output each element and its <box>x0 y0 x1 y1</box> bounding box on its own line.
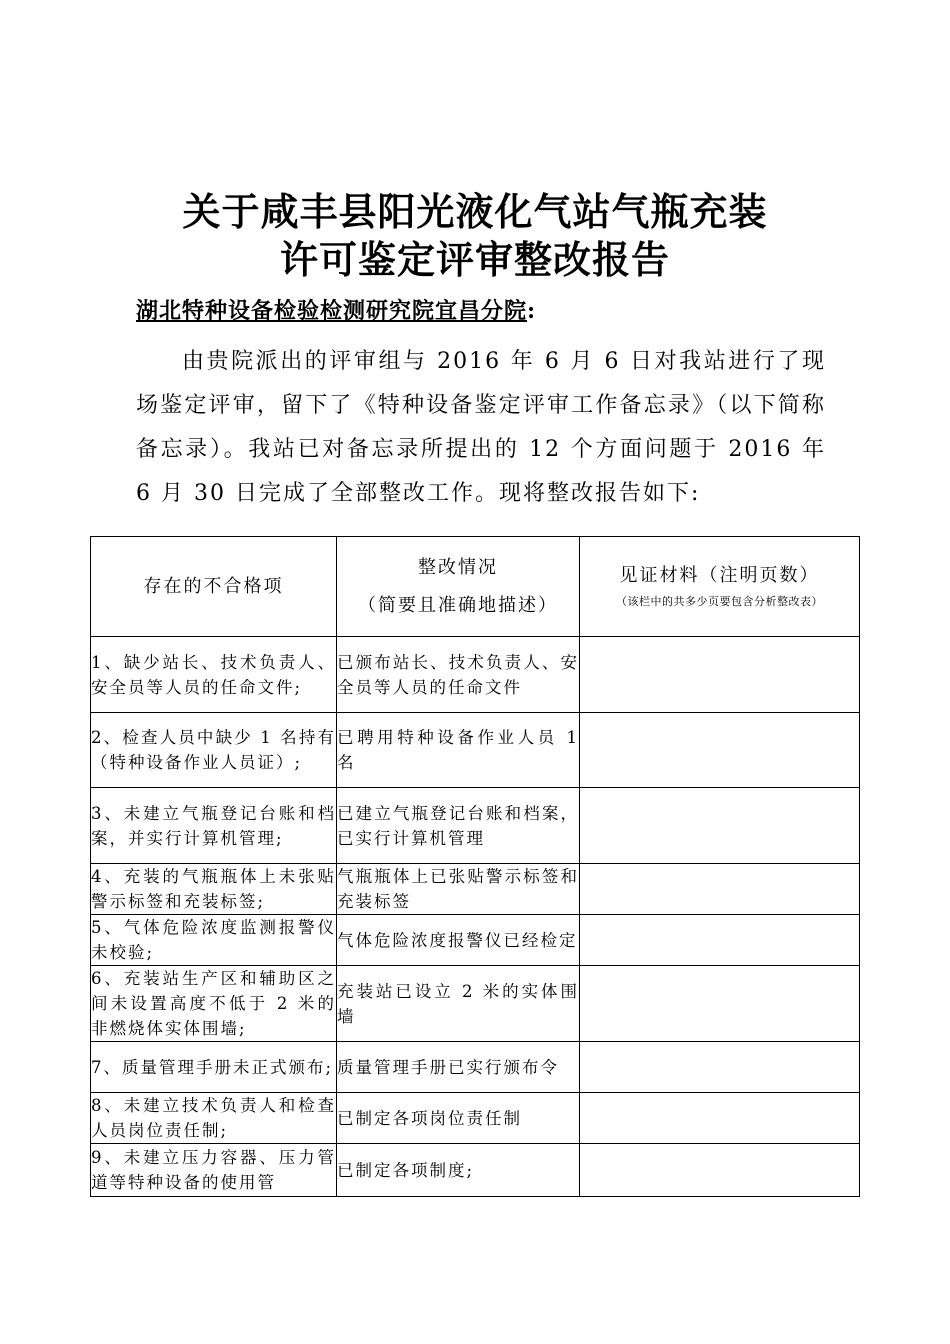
issue-cell: 1、缺少站长、技术负责人、安全员等人员的任命文件; <box>91 637 337 713</box>
issue-cell: 9、未建立压力容器、压力管道等特种设备的使用管 <box>91 1144 337 1197</box>
table-row <box>91 788 860 864</box>
table-row <box>91 966 860 1042</box>
issue-cell: 3、未建立气瓶登记台账和档案，并实行计算机管理; <box>91 788 337 864</box>
table-row <box>91 637 860 713</box>
header-rectification-label: 整改情况 <box>418 556 498 578</box>
header-issues <box>91 537 337 637</box>
evidence-cell <box>580 788 860 864</box>
body-paragraph: 由贵院派出的评审组与 2016 年 6 月 6 日对我站进行了现场鉴定评审，留下了《特种设备鉴定评审工作备忘录》（以下简称备忘录）。我站已对备忘录所提出的 12 个方面问题于 2016 年 6 月 30 日完成了全部整改工作。现将整改报告如下: <box>136 349 826 506</box>
evidence-cell <box>580 966 860 1042</box>
evidence-cell <box>580 1093 860 1144</box>
evidence-cell <box>580 713 860 788</box>
table-row <box>91 1093 860 1144</box>
header-evidence-note: （该栏中的共多少页要包含分析整改表） <box>616 594 823 608</box>
fix-cell: 气体危险浓度报警仪已经检定 <box>337 915 580 966</box>
fix-cell: 气瓶瓶体上已张贴警示标签和充装标签 <box>337 864 580 915</box>
rectification-table <box>90 536 860 1197</box>
table-row <box>91 915 860 966</box>
issue-cell: 2、检查人员中缺少 1 名持有（特种设备作业人员证）; <box>91 713 337 788</box>
issue-cell: 7、质量管理手册未正式颁布; <box>91 1042 337 1093</box>
table-row <box>91 864 860 915</box>
header-evidence <box>580 537 860 637</box>
document-title-line-2: 许可鉴定评审整改报告 <box>279 237 670 282</box>
fix-cell: 已制定各项岗位责任制 <box>337 1093 580 1144</box>
header-rectification <box>337 537 580 637</box>
header-issues-label: 存在的不合格项 <box>143 575 284 597</box>
header-evidence-label: 见证材料（注明页数） <box>619 564 820 586</box>
fix-cell: 已聘用特种设备作业人员 1 名 <box>337 713 580 788</box>
evidence-cell <box>580 1042 860 1093</box>
table-row <box>91 713 860 788</box>
fix-cell: 充装站已设立 2 米的实体围墙 <box>337 966 580 1042</box>
evidence-cell <box>580 915 860 966</box>
issue-cell: 4、充装的气瓶瓶体上未张贴警示标签和充装标签; <box>91 864 337 915</box>
table-header-row <box>91 537 860 637</box>
issue-cell: 5、气体危险浓度监测报警仪未校验; <box>91 915 337 966</box>
table-row <box>91 1144 860 1197</box>
evidence-cell <box>580 1144 860 1197</box>
fix-cell: 质量管理手册已实行颁布令 <box>337 1042 580 1093</box>
evidence-cell <box>580 864 860 915</box>
fix-cell: 已颁布站长、技术负责人、安全员等人员的任命文件 <box>337 637 580 713</box>
header-rectification-sublabel: （简要且准确地描述） <box>358 594 558 616</box>
recipient-colon: : <box>527 298 537 324</box>
fix-cell: 已建立气瓶登记台账和档案，已实行计算机管理 <box>337 788 580 864</box>
table-row <box>91 1042 860 1093</box>
evidence-cell <box>580 637 860 713</box>
document-title-line-1: 关于咸丰县阳光液化气站气瓶充装 <box>182 189 768 234</box>
recipient-name: 湖北特种设备检验检测研究院宜昌分院 <box>136 298 528 324</box>
issue-cell: 8、未建立技术负责人和检查人员岗位责任制; <box>91 1093 337 1144</box>
recipient-line <box>136 296 536 326</box>
fix-cell: 已制定各项制度; <box>337 1144 580 1197</box>
issue-cell: 6、充装站生产区和辅助区之间未设置高度不低于 2 米的非燃烧体实体围墙; <box>91 966 337 1042</box>
